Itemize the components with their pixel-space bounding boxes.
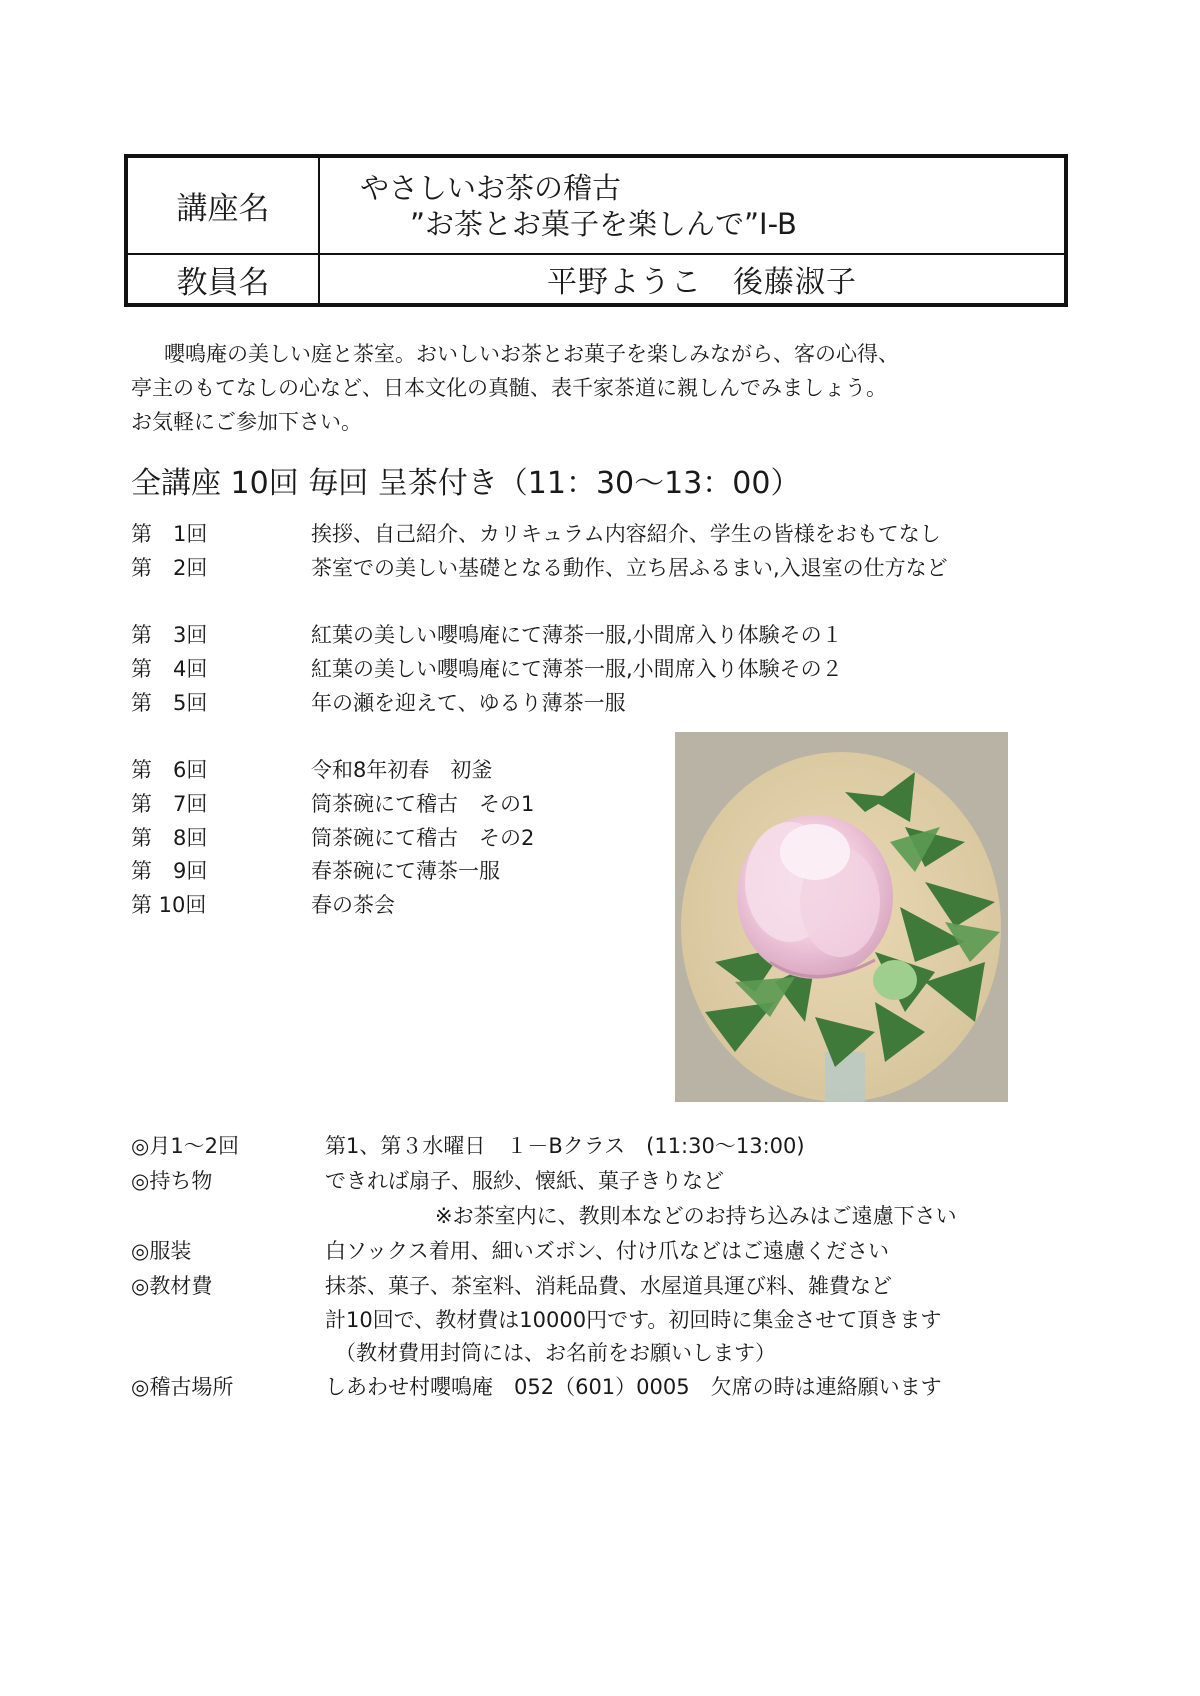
- session-description: 紅葉の美しい嚶鳴庵にて薄茶一服,小間席入り体験その１: [311, 623, 843, 647]
- info-row-dress: [131, 1235, 889, 1265]
- course-title: [320, 158, 1064, 255]
- session-row: [131, 552, 948, 582]
- session-number: 第 10回: [131, 893, 207, 917]
- session-number: 第 1回: [131, 522, 208, 546]
- info-label: ◎月1～2回: [131, 1134, 240, 1158]
- peony-photo: [675, 732, 1008, 1102]
- intro-line: 嚶鳴庵の美しい庭と茶室。おいしいお茶とお菓子を楽しみながら、客の心得、: [164, 342, 899, 366]
- info-value: 抹茶、菓子、茶室料、消耗品費、水屋道具運び料、雑費など: [325, 1274, 892, 1298]
- session-row: [131, 687, 626, 717]
- fee-line2: 計10回で、教材費は10000円です。初回時に集金させて頂きます: [325, 1308, 942, 1332]
- session-description: 挨拶、自己紹介、カリキュラム内容紹介、学生の皆様をおもてなし: [311, 522, 941, 546]
- info-label: ◎稽古場所: [131, 1375, 234, 1399]
- info-value: しあわせ村嚶鳴庵 052（601）0005 欠席の時は連絡願います: [325, 1375, 942, 1399]
- session-number: 第 6回: [131, 758, 208, 782]
- info-label: ◎教材費: [131, 1274, 213, 1298]
- session-row: [131, 822, 534, 852]
- info-label: ◎持ち物: [131, 1169, 213, 1193]
- info-value: できれば扇子、服紗、懐紙、菓子きりなど: [325, 1169, 724, 1193]
- info-row-items: [131, 1165, 724, 1195]
- session-description: 紅葉の美しい嚶鳴庵にて薄茶一服,小間席入り体験その２: [311, 657, 843, 681]
- session-row: [131, 889, 395, 919]
- info-value: 白ソックス着用、細いズボン、付け爪などはご遠慮ください: [325, 1239, 890, 1263]
- session-number: 第 7回: [131, 792, 208, 816]
- session-row: [131, 653, 843, 683]
- session-description: 春の茶会: [311, 893, 395, 917]
- intro-line: お気軽にご参加下さい。: [131, 410, 362, 434]
- session-number: 第 3回: [131, 623, 208, 647]
- peony-illustration: [675, 732, 1008, 1102]
- session-description: 年の瀬を迎えて、ゆるり薄茶一服: [311, 691, 626, 715]
- info-row-fee: [131, 1270, 892, 1300]
- session-number: 第 5回: [131, 691, 208, 715]
- session-description: 春茶碗にて薄茶一服: [311, 859, 500, 883]
- session-description: 筒茶碗にて稽古 その2: [311, 826, 535, 850]
- info-label: ◎服装: [131, 1239, 192, 1263]
- session-number: 第 9回: [131, 859, 208, 883]
- items-note: ※お茶室内に、教則本などのお持ち込みはご遠慮下さい: [435, 1204, 957, 1228]
- intro-paragraph: [131, 337, 1061, 439]
- info-row-schedule: [131, 1130, 805, 1160]
- course-name-label: 講座名: [128, 158, 320, 255]
- session-row: [131, 619, 843, 649]
- session-row: [131, 754, 492, 784]
- session-number: 第 4回: [131, 657, 208, 681]
- info-value: 第1、第３水曜日 １－Bクラス (11:30～13:00): [325, 1134, 805, 1158]
- teacher-name-label: 教員名: [128, 255, 320, 303]
- session-number: 第 2回: [131, 556, 208, 580]
- session-row: [131, 518, 941, 548]
- course-summary-heading: 全講座 10回 毎回 呈茶付き（11：30～13：00）: [131, 466, 801, 501]
- course-title-line2: ”お茶とお菓子を楽しんで”Ⅰ-B: [410, 206, 797, 241]
- intro-line: 亭主のもてなしの心など、日本文化の真髄、表千家茶道に親しんでみましょう。: [131, 376, 887, 400]
- session-row: [131, 855, 500, 885]
- info-row-place: [131, 1371, 942, 1401]
- fee-line3: （教材費用封筒には、お名前をお願いします）: [335, 1341, 776, 1365]
- course-title-line1: やさしいお茶の稽古: [360, 170, 622, 205]
- session-description: 茶室での美しい基礎となる動作、立ち居ふるまい,入退室の仕方など: [311, 556, 948, 580]
- session-number: 第 8回: [131, 826, 208, 850]
- session-description: 令和8年初春 初釜: [311, 758, 493, 782]
- course-header-table: [124, 154, 1068, 307]
- session-row: [131, 788, 534, 818]
- session-description: 筒茶碗にて稽古 その1: [311, 792, 535, 816]
- teacher-names: 平野ようこ 後藤淑子: [547, 265, 857, 300]
